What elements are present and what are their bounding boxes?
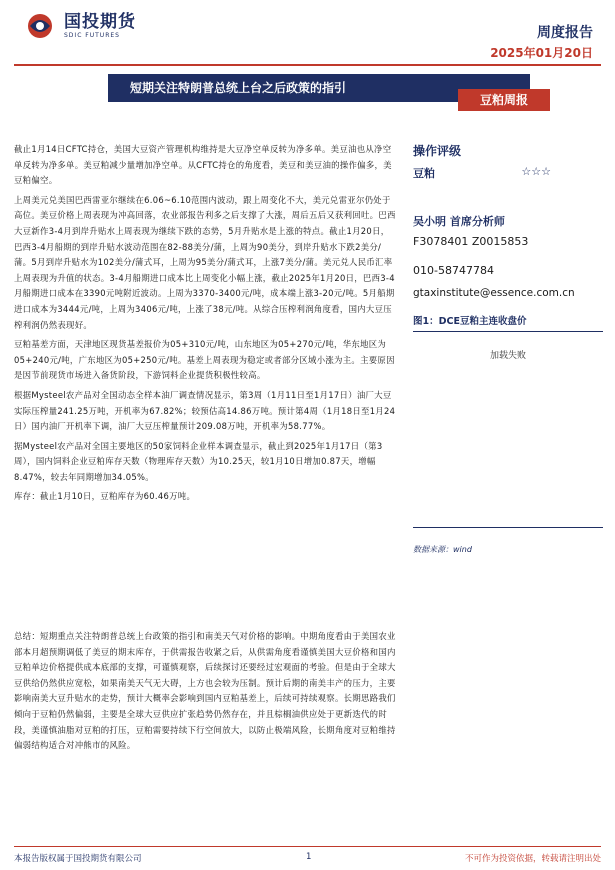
logo-text-en: SDIC FUTURES [64, 32, 120, 39]
page-number: 1 [306, 852, 312, 862]
paragraph-cftc: 截止1月14日CFTC持仓，美国大豆资产管理机构维持是大豆净空单反转为净多单。美豆油也从净空单反转为净多单。美豆粕减少量增加净空单。从CFTC持仓的角度看，美豆和美豆油的操作偏多，美豆粕偏空。 [14, 144, 392, 186]
report-tag: 豆粕周报 [458, 89, 550, 111]
rating-product: 豆粕 [413, 167, 435, 180]
footer-disclaimer: 不可作为投资依据，转载请注明出处 [464, 854, 601, 864]
logo-emblem-icon [22, 12, 58, 40]
paragraph-basis: 豆粕基差方面，天津地区现货基差报价为05+310元/吨，山东地区为05+270元/吨，华东地区为05+240元/吨，广东地区为05+250元/吨。基差上周表现为稳定或者部分区域小涨为主。主要原因是因节前现货市场进入备货阶段，下游饲料企业提货积极性较高。 [14, 339, 395, 381]
report-type: 周度报告 [537, 25, 593, 41]
analyst-name: 吴小明 首席分析师 [413, 215, 505, 228]
report-title: 短期关注特朗普总统上台之后政策的指引 [108, 74, 530, 102]
paragraph-feed-stock: 据Mysteel农产品对全国主要地区的50家饲料企业样本调查显示，截止到2025年1月17日（第3周），国内饲料企业豆粕库存天数（物理库存天数）为10.25天，较1月10日增加0.87天，增幅8.47%，较去年同期增加34.05%。 [14, 440, 383, 482]
sidebar [413, 142, 603, 361]
paragraph-crush: 根据Mysteel农产品对全国动态全样本油厂调查情况显示，第3周（1月11日至1月17日）油厂大豆实际压榨量241.25万吨，开机率为67.82%；较预估高14.86万吨。预计第4周（1月18日至1月24日）国内油厂开机率下调，油厂大豆压榨量预计209.08万吨，开机率为58.77%。 [14, 389, 396, 432]
figure-source: 数据来源：wind [413, 545, 472, 554]
analyst-license: F3078401 Z0015853 [413, 235, 529, 248]
rating-stars: ☆☆☆ [521, 165, 551, 178]
rating-row [413, 165, 551, 181]
logo-text-cn: 国投期货 [64, 12, 136, 32]
figure-placeholder: 加载失败 [489, 351, 526, 361]
summary-section [14, 629, 396, 754]
footer-copyright: 本报告版权属于国投期货有限公司 [14, 854, 142, 864]
paragraph-inventory: 库存：截止1月10日，豆粕库存为60.46万吨。 [14, 491, 196, 502]
figure-bottom-rule [413, 527, 603, 528]
summary-text: 总结：短期重点关注特朗普总统上台政策的指引和南美天气对价格的影响。中期角度看由于美国农业部本月超预期调低了美豆的期末库存，于供需报告收紧之后，从供需角度看谨慎美国大豆价格和国内豆粕单边价格提供成本底部的支撑，可谨慎观察，后续探讨还要经过宏观面的考验。但是由于全球大豆供给仍然供应宽松，如果南美天气无大碍，上方也会较为压制。预计后期的南美丰产的压力，主要影响南美大豆升贴水的走势，预计大概率会影响到国内豆粕基差上，后续可持续观察。长期思路我们倾向于豆粕仍然偏弱，主要是全球大豆供应扩张趋势仍然存在，并且棕榈油供应处于更新迭代的时段，美谨慎油脂对豆粕的打压，豆粕需要持续下行空间放大，以防止极端风险，长期角度对豆粕维持偏弱结构适合对冲熊市的风险。 [14, 631, 396, 751]
figure-title: 图1：DCE豆粕主连收盘价 [413, 316, 527, 327]
paragraph-cost: 上周美元兑美国巴西雷亚尔继续在6.06~6.10范围内波动，跟上周变化不大，美元兑雷亚尔仍处于高位。美豆价格上周表现为冲高回落，农业部报告利多之后支撑了大涨，周后五后又获利回吐。巴西大豆新作3-4月到岸升贴水上周表现为继续下跌的态势，5月升贴水是上涨的特点。截止1月20日，巴西3-4月船期的到岸升贴水波动范围在82-88美分/蒲，上周为90美分，到岸升贴水下跌2美分/蒲。5月到岸升贴水为102美分/蒲式耳，上周为95美分/蒲式耳，上涨7美分/蒲。美元兑人民币汇率上周表现为升值的状态。3-4月船期进口成本比上周变化小幅上涨，截止2025年1月20日，巴西3-4月船期进口成本在3390元吨附近波动。上周为3370-3400元/吨，成本端上涨3-20元/吨。5月船期进口成本为3444元/吨，上周为3406元/吨，上涨了38元/吨。从综合压榨利润角度看，国内大豆压榨利润仍然表现好。 [14, 194, 396, 330]
rating-label: 操作评级 [413, 144, 462, 158]
analyst-phone: 010-58747784 [413, 264, 494, 277]
header-divider [14, 64, 601, 66]
figure-top-rule [413, 331, 603, 332]
report-date: 2025年01月20日 [490, 46, 593, 60]
analyst-email[interactable]: gtaxinstitute@essence.com.cn [413, 287, 575, 299]
footer-divider [14, 846, 601, 847]
company-logo [22, 12, 136, 40]
main-text [14, 142, 396, 509]
